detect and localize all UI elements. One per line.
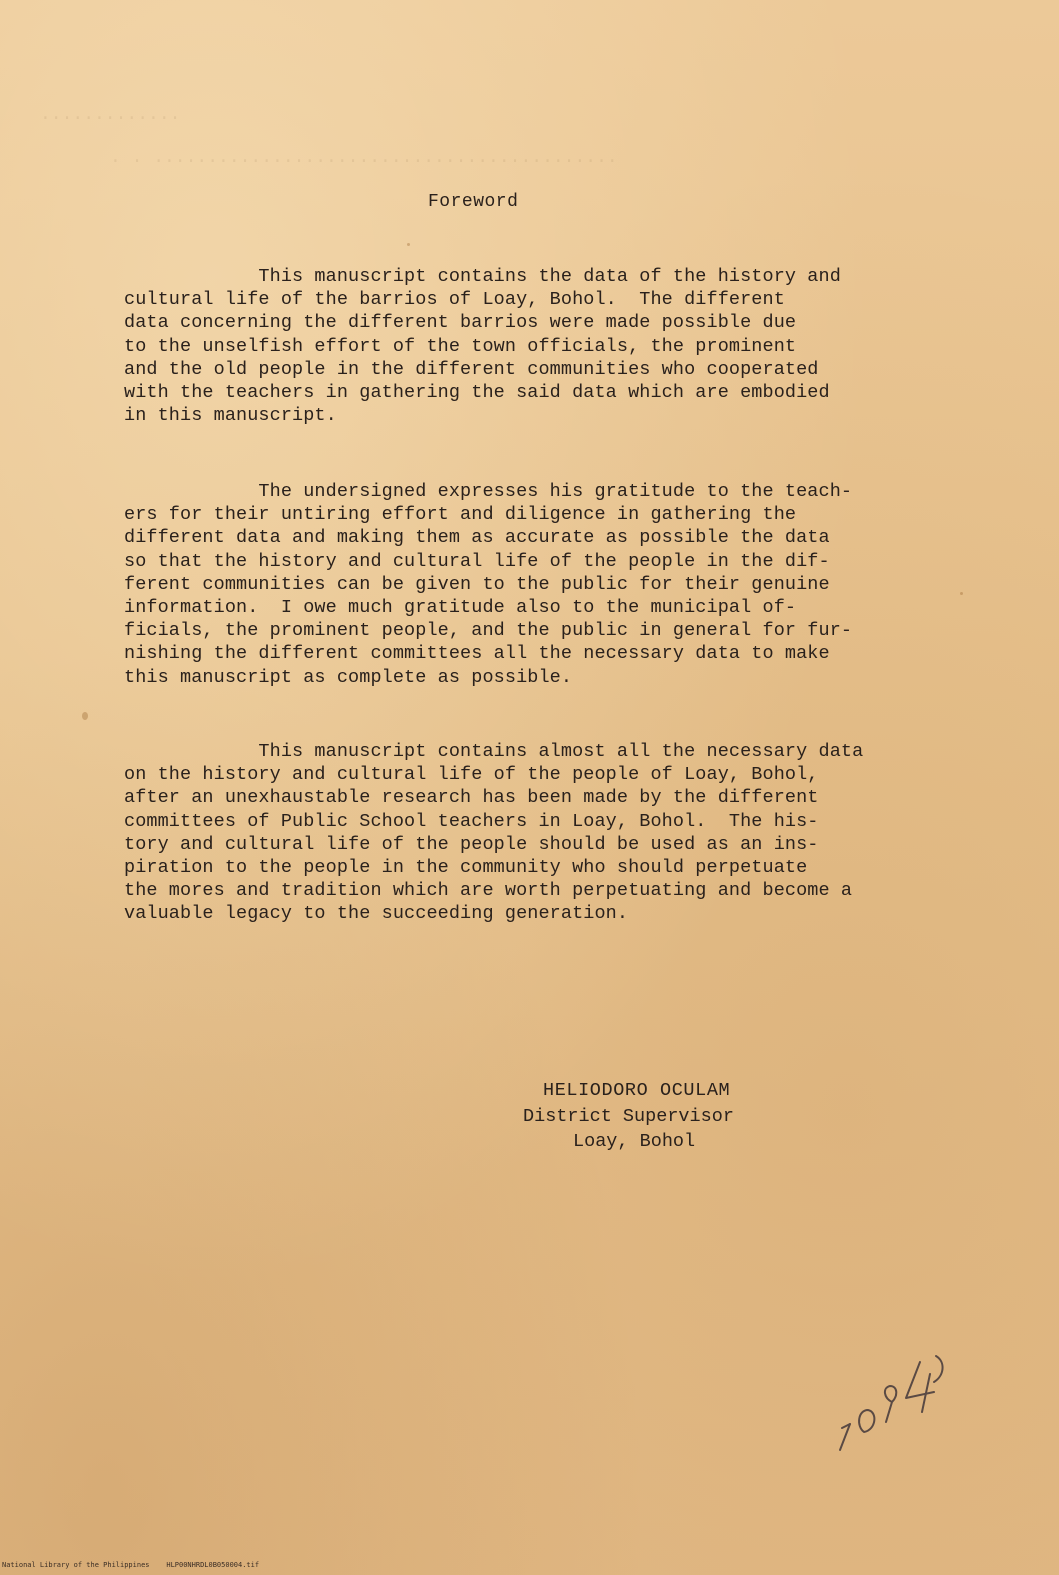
paper-spot (82, 712, 88, 720)
archive-footer: National Library of the Philippines HLP00NHRDL0B050004.tif (2, 1561, 260, 1569)
show-through-text: . . ........................................... (110, 148, 618, 168)
show-through-text: ............. (40, 105, 181, 125)
paragraph-2: The undersigned expresses his gratitude to the teach- ers for their untiring effort and diligence in gathering the different data and making them as accurate as possible the data so that the history and cultural life of the people in the dif- ferent communities can be given to the public for their genuine information. I owe much gratitude also to the municipal of- ficials, the prominent people, and the public in general for fur- nishing the different committees all the necessary data to make this manuscript as complete as possible. (124, 481, 853, 688)
handwritten-number-annotation (826, 1352, 956, 1462)
page-title: Foreword (428, 192, 519, 212)
paragraph-1: This manuscript contains the data of the history and cultural life of the barrios of Loay, Bohol. The different data concerning the different barrios were made possible due to the unselfish effort of the town officials, the prominent and the old people in the different communities who cooperated with the teachers in gathering the said data which are embodied in this manuscript. (124, 266, 841, 427)
signatory-title: District Supervisor (523, 1106, 734, 1127)
paper-spot (407, 243, 410, 246)
paper-spot (960, 592, 963, 595)
paragraph-3: This manuscript contains almost all the necessary data on the history and cultural life of the people of Loay, Bohol, after an unexhaustable research has been made by the different committees of Public School teachers in Loay, Bohol. The his- tory and cultural life of the people should be used as an ins- piration to the people in the community who should perpetuate the mores and tradition which are worth perpetuating and become a valuable legacy to the succeeding generation. (124, 741, 864, 925)
signatory-name: HELIODORO OCULAM (543, 1080, 731, 1101)
signatory-place: Loay, Bohol (573, 1131, 696, 1152)
